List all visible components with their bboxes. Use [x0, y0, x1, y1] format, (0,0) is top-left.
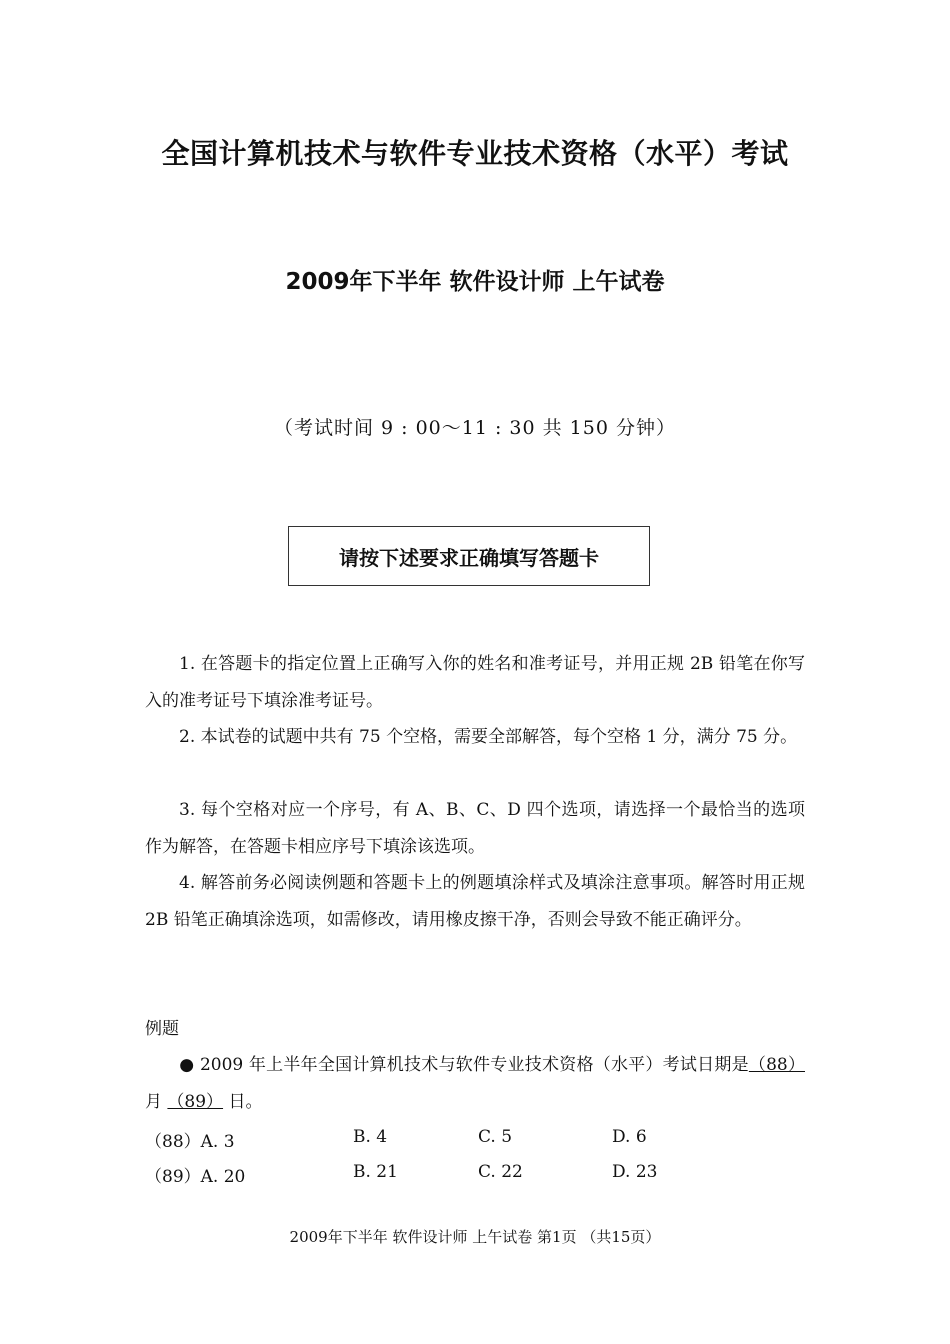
- instruction-item: [145, 646, 805, 719]
- exam-title: 全国计算机技术与软件专业技术资格（水平）考试: [161, 137, 789, 170]
- example-label: 例题: [145, 1019, 179, 1039]
- paper-subtitle: 2009年下半年 软件设计师 上午试卷: [285, 269, 665, 295]
- example-question: [145, 1047, 805, 1121]
- example-question-text: ● 2009 年上半年全国计算机技术与软件专业技术资格（水平）考试日期是: [179, 1055, 749, 1075]
- blank-88: （88）: [748, 1055, 805, 1075]
- exam-time: （考试时间 9 : 00～11 : 30 共 150 分钟）: [273, 417, 676, 439]
- option-c: C. 5: [478, 1127, 513, 1147]
- option-d: D. 6: [612, 1127, 647, 1147]
- instruction-item: [145, 792, 805, 865]
- option-a: （88）A. 3: [145, 1132, 235, 1152]
- page-footer: 2009年下半年 软件设计师 上午试卷 第1页 （共15页）: [289, 1228, 661, 1246]
- instruction-item: [145, 865, 805, 938]
- instruction-text: 3. 每个空格对应一个序号，有 A、B、C、D 四个选项，请选择一个最恰当的选项作为解答，在答题卡相应序号下填涂该选项。: [145, 800, 805, 857]
- instruction-text: 1. 在答题卡的指定位置上正确写入你的姓名和准考证号，并用正规 2B 铅笔在你写入的准考证号下填涂准考证号。: [145, 654, 805, 711]
- blank-89: （89）: [167, 1092, 224, 1112]
- notice-box-text: 请按下述要求正确填写答题卡: [339, 545, 599, 570]
- example-question-mid: 月: [145, 1092, 168, 1112]
- option-b: B. 21: [353, 1162, 398, 1182]
- option-b: B. 4: [353, 1127, 388, 1147]
- instruction-item: [145, 719, 805, 756]
- instruction-text: 2. 本试卷的试题中共有 75 个空格，需要全部解答，每个空格 1 分，满分 75 分。: [179, 727, 798, 747]
- option-a: （89）A. 20: [145, 1167, 246, 1187]
- option-c: C. 22: [478, 1162, 523, 1182]
- instruction-text: 4. 解答前务必阅读例题和答题卡上的例题填涂样式及填涂注意事项。解答时用正规 2B 铅笔正确填涂选项，如需修改，请用橡皮擦干净，否则会导致不能正确评分。: [145, 873, 805, 930]
- notice-box: [288, 526, 650, 586]
- option-d: D. 23: [612, 1162, 658, 1182]
- example-question-end: 日。: [223, 1092, 263, 1112]
